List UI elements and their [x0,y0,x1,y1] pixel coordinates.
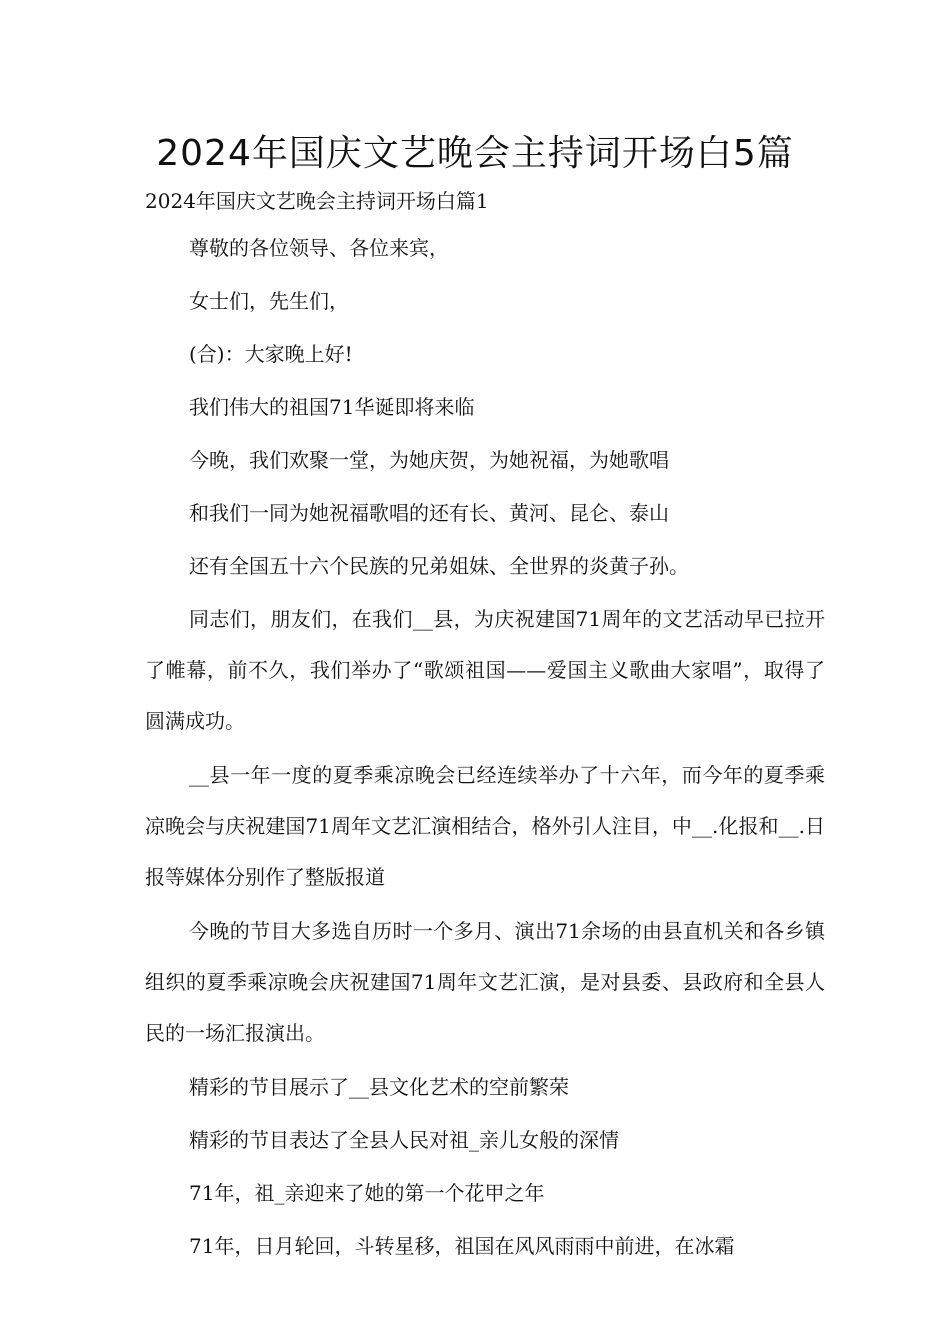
paragraph: __县一年一度的夏季乘凉晚会已经连续举办了十六年，而今年的夏季乘凉晚会与庆祝建国71周年文艺汇演相结合，格外引人注目，中__.化报和__.日报等媒体分别作了整版报道 [145,763,825,889]
paragraph: 还有全国五十六个民族的兄弟姐妹、全世界的炎黄子孙。 [189,554,689,578]
paragraph: 今晚，我们欢聚一堂，为她庆贺，为她祝福，为她歌唱 [189,448,669,472]
document-subtitle: 2024年国庆文艺晚会主持词开场白篇1 [145,189,489,213]
paragraph: 71年，祖_亲迎来了她的第一个花甲之年 [189,1181,545,1205]
document-body [145,230,825,1281]
paragraph: 精彩的节目展示了__县文化艺术的空前繁荣 [189,1075,569,1099]
paragraph: 同志们，朋友们，在我们__县，为庆祝建国71周年的文艺活动早已拉开了帷幕，前不久，我们举办了“歌颂祖国——爱国主义歌曲大家唱”，取得了圆满成功。 [145,607,825,733]
paragraph: 女士们，先生们， [189,289,349,313]
paragraph: 今晚的节目大多选自历时一个多月、演出71余场的由县直机关和各乡镇组织的夏季乘凉晚会庆祝建国71周年文艺汇演，是对县委、县政府和全县人民的一场汇报演出。 [145,919,825,1045]
paragraph: 71年，日月轮回，斗转星移，祖国在风风雨雨中前进，在冰霜 [189,1234,735,1258]
paragraph: 精彩的节目表达了全县人民对祖_亲儿女般的深情 [189,1128,619,1152]
paragraph: 我们伟大的祖国71华诞即将来临 [189,395,475,419]
paragraph: 和我们一同为她祝福歌唱的还有长、黄河、昆仑、泰山 [189,501,669,525]
paragraph: (合)：大家晚上好! [189,342,353,366]
document-title: 2024年国庆文艺晚会主持词开场白5篇 [156,133,794,174]
paragraph: 尊敬的各位领导、各位来宾， [189,236,449,260]
